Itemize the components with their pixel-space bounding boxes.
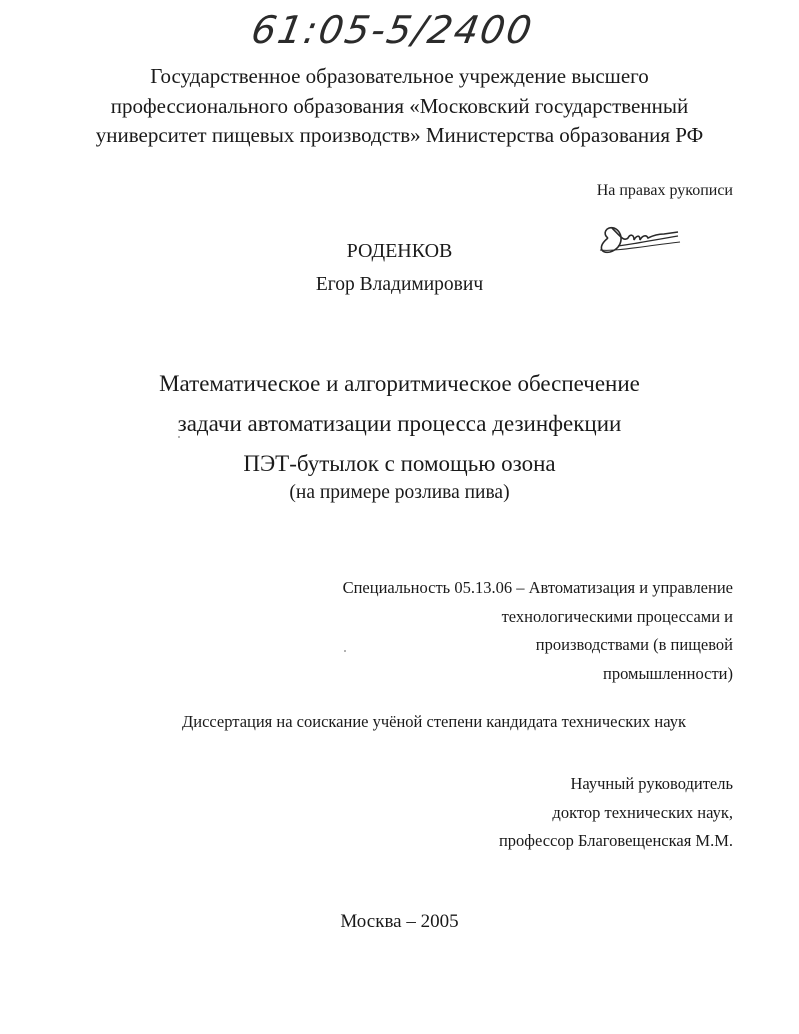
scan-speck (178, 436, 180, 438)
library-stamp: 61:05-5/2400 (248, 8, 537, 52)
dissertation-degree: Диссертация на соискание учёной степени кандидата технических наук (182, 712, 686, 731)
advisor-line: доктор технических наук, (552, 802, 733, 822)
scan-speck (344, 650, 346, 652)
advisor-line: Научный руководитель (570, 774, 733, 793)
specialty-line: технологическими процессами и (501, 606, 733, 626)
specialty-line: Специальность 05.13.06 – Автоматизация и управление (342, 578, 733, 597)
author-surname: РОДЕНКОВ (346, 240, 453, 262)
institution-line: Государственное образовательное учреждение высшего (150, 64, 649, 88)
dissertation-title (0, 364, 799, 484)
title-line: ПЭТ-бутылок с помощью озона (243, 451, 556, 476)
author-name: Егор Владимирович (315, 274, 484, 295)
institution-line: университет пищевых производств» Министерства образования РФ (95, 123, 704, 147)
title-line: задачи автоматизации процесса дезинфекции (177, 411, 622, 436)
title-line: Математическое и алгоритмическое обеспечение (159, 371, 640, 396)
manuscript-note: На правах рукописи (596, 182, 733, 199)
advisor-block (499, 770, 733, 856)
specialty-block (313, 574, 733, 688)
city-year: Москва – 2005 (340, 911, 459, 932)
specialty-line: производствами (в пищевой (535, 635, 733, 654)
title-subtitle: (на примере розлива пива) (289, 482, 510, 503)
institution-block (0, 62, 799, 151)
institution-line: профессионального образования «Московский государственный (110, 93, 689, 118)
specialty-line: промышленности) (603, 663, 733, 683)
advisor-line: профессор Благовещенская М.М. (498, 831, 733, 850)
